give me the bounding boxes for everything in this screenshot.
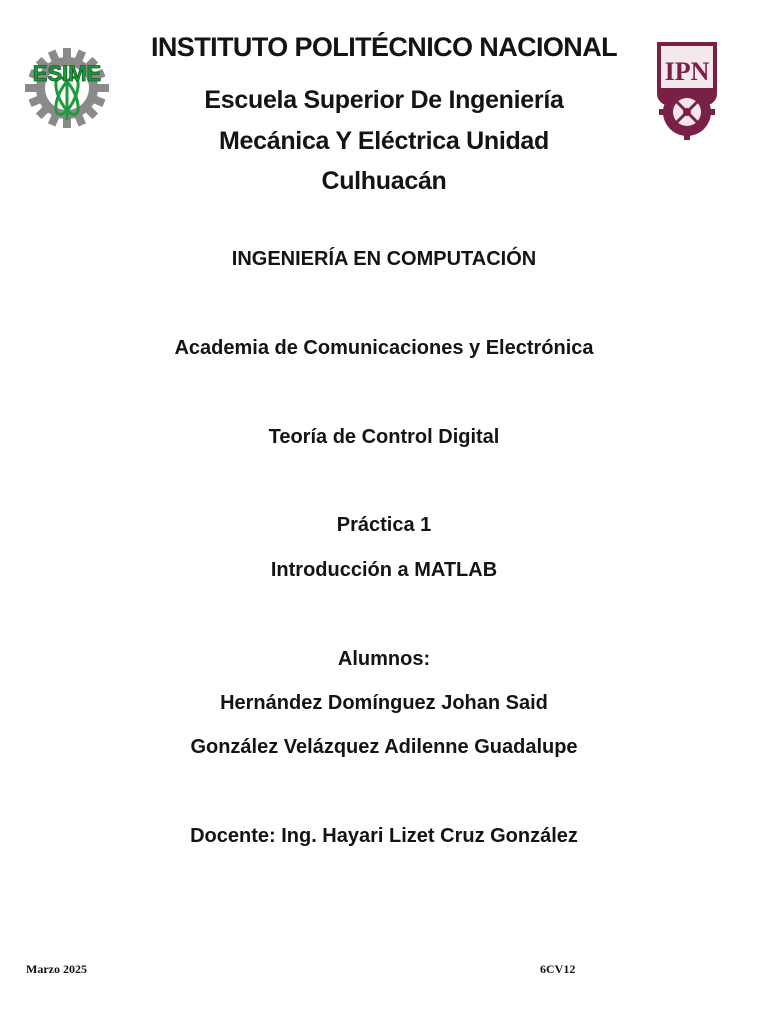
practice-number: Práctica 1 <box>336 514 432 536</box>
footer-group: 6CV12 <box>540 962 576 976</box>
footer-date: Marzo 2025 <box>26 962 87 976</box>
school-name-line-3: Culhuacán <box>321 167 447 195</box>
student-name: Hernández Domínguez Johan Said <box>220 692 548 714</box>
academy-name: Academia de Comunicaciones y Electrónica <box>174 337 594 359</box>
institute-title: INSTITUTO POLITÉCNICO NACIONAL <box>151 32 617 62</box>
school-name-line-2: Mecánica Y Eléctrica Unidad <box>218 127 550 155</box>
students-label: Alumnos: <box>337 648 431 670</box>
practice-title: Introducción a MATLAB <box>270 559 498 581</box>
subject-name: Teoría de Control Digital <box>268 426 500 448</box>
school-name-line-1: Escuela Superior De Ingeniería <box>204 86 564 114</box>
career-name: INGENIERÍA EN COMPUTACIÓN <box>231 248 537 270</box>
esime-logo-text: ESIME <box>32 61 102 86</box>
ipn-logo-text: IPN <box>664 57 710 86</box>
student-name: González Velázquez Adilenne Guadalupe <box>190 736 578 758</box>
teacher-name: Docente: Ing. Hayari Lizet Cruz González <box>190 825 578 847</box>
